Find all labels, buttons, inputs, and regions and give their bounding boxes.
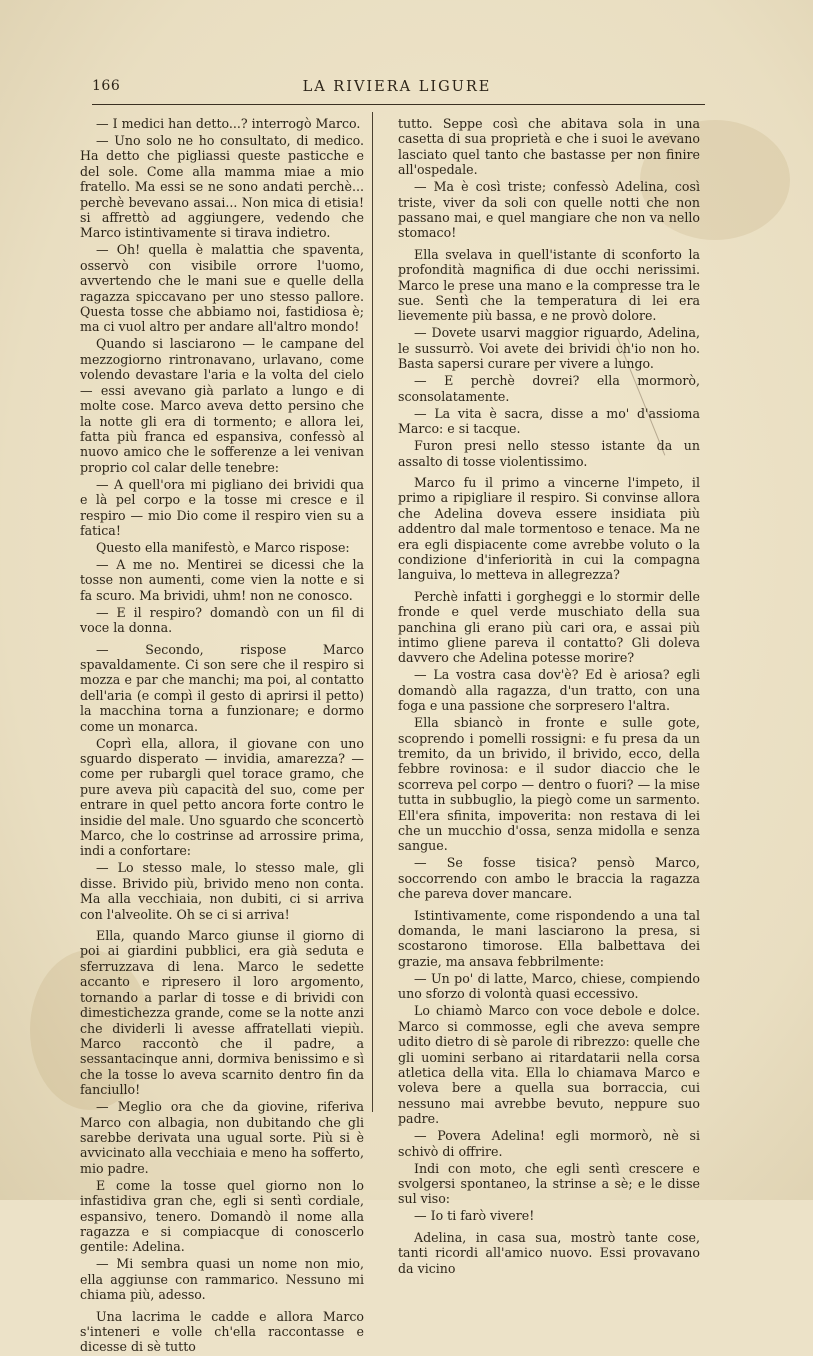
paragraph: Furon presi nello stesso istante da un assalto di tosse violentissimo. [398, 438, 700, 469]
paragraph: — I medici han detto...? interrogò Marco. [96, 116, 361, 131]
paragraph: — La vostra casa dov'è? Ed è ariosa? egli domandò alla ragazza, d'un tratto, con una foga e una passione che sorpresero l'altra. [398, 667, 700, 714]
paragraph: — Povera Adelina! egli mormorò, nè si schivò di offrire. [398, 1128, 700, 1159]
right-column [398, 116, 700, 1278]
paragraph: — Io ti farò vivere! [414, 1208, 535, 1224]
paragraph: — Meglio ora che da giovine, riferiva Marco con albagia, non dubitando che gli sarebbe derivata una ugual sorte. Più si è avvicinato alla vecchiaia e meno ha sofferto, mio padre. [80, 1099, 364, 1176]
paragraph: Una lacrima le cadde e allora Marco s'inteneri e volle ch'ella raccontasse e dicesse di sè tutto [80, 1308, 364, 1355]
left-column [80, 116, 364, 1356]
paragraph: Istintivamente, come rispondendo a una tal domanda, le mani lasciarono la presa, si scostarono timorose. Ella balbettava dei grazie, ma ansava febbrilmente: [398, 907, 700, 969]
paragraph: Ella svelava in quell'istante di sconforto la profondità magnifica di due occhi nerissimi. Marco le prese una mano e la compresse tra le sue. Sentì che la temperatura di lei era lievemente più bassa, e ne provò dolore. [398, 246, 700, 324]
paragraph: Ella, quando Marco giunse il giorno di poi ai giardini pubblici, era già seduta e sferruzzava di lena. Marco le sedette accanto e ripresero il loro argomento, tornando a parlar di tosse e di brividi con dimestichezza grande, come se la notte anzi che dividerli li avesse affratellati viepiù. Marco raccontò che il padre, a sessantacinque anni, dormiva benissimo e sì che la tosse lo aveva scarnito dentro fin da fanciullo! [80, 928, 364, 1098]
column-divider [372, 112, 373, 1112]
paragraph: Perchè infatti i gorgheggi e lo stormir delle fronde e quel verde muschiato della sua panchina gli erano più cari ora, e assai più intimo gliene pareva il contatto? Gli doleva davvero che Adelina potesse morire? [398, 588, 700, 666]
paragraph: — Se fosse tisica? pensò Marco, soccorrendo con ambo le braccia la ragazza che pareva dover mancare. [398, 855, 700, 902]
paragraph: — Un po' di latte, Marco, chiese, compiendo uno sforzo di volontà quasi eccessivo. [398, 970, 700, 1002]
paragraph: E come la tosse quel giorno non lo infastidiva gran che, egli si sentì cordiale, espansivo, tenero. Domandò il nome alla ragazza e si compiacque di conoscerlo gentile: Adelina. [80, 1177, 364, 1255]
paragraph: — Ma è così triste; confessò Adelina, così triste, viver da soli con quelle notti che non passano mai, e quel mangiare che non va nello stomaco! [398, 179, 700, 241]
paragraph: Quando si lasciarono — le campane del mezzogiorno rintronavano, urlavano, come volendo devastare l'aria e la volta del cielo — essi avevano già parlato a lungo e di molte cose. Marco aveva detto persino che la notte gli era di tormento; e allora lei, fatta più franca ed espansiva, confessò al nuovo amico che le sofferenze a lei venivan proprio col calar delle tenebre: [80, 336, 364, 475]
paragraph: Indi con moto, che egli sentì crescere e svolgersi spontaneo, la strinse a sè; e le disse sul viso: [398, 1160, 700, 1207]
paragraph: Questo ella manifestò, e Marco rispose: [96, 539, 350, 555]
paragraph: Coprì ella, allora, il giovane con uno sguardo disperato — invidia, amarezza? — come per rubargli quel torace gramo, che pure aveva più capacità del suo, come per entrare in quel petto ancora forte contro le insidie del male. Uno sguardo che sconcertò Marco, che lo costrinse ad arrossire prima, indi a confortare: [80, 735, 364, 859]
paragraph: — E il respiro? domandò con un fil di voce la donna. [80, 604, 364, 636]
page-number: 166 [92, 78, 121, 94]
paragraph: — Mi sembra quasi un nome non mio, ella aggiunse con rammarico. Nessuno mi chiama più, adesso. [80, 1256, 364, 1303]
paragraph: tutto. Seppe così che abitava sola in una casetta di sua proprietà e che i suoi le avevano lasciato quel tanto che bastasse per non finire all'ospedale. [398, 116, 700, 178]
paragraph: — Uno solo ne ho consultato, di medico. Ha detto che pigliassi queste pasticche e del sole. Come alla mamma miae a mio fratello. Ma essi se ne sono andati perchè... perchè bevevano assai... Non mica di etisia! si affrettò ad aggiungere, vedendo che Marco istintivamente si tirava indietro. [80, 133, 364, 241]
header-rule [92, 104, 705, 105]
running-title: LA RIVIERA LIGURE [302, 79, 492, 95]
paragraph: — Lo stesso male, lo stesso male, gli disse. Brivido più, brivido meno non conta. Ma alla vecchiaia, non dubiti, ci si arriva con l'alveolite. Oh se ci si arriva! [80, 860, 364, 922]
paragraph: — A me no. Mentirei se dicessi che la tosse non aumenti, come vien la notte e si fa scuro. Ma brividi, uhm! non ne conosco. [80, 556, 364, 603]
paragraph: — Dovete usarvi maggior riguardo, Adelina, le sussurrò. Voi avete dei brividi ch'io non ho. Basta sapersi curare per vivere a lungo. [398, 325, 700, 372]
paragraph: Adelina, in casa sua, mostrò tante cose, tanti ricordi all'amico nuovo. Essi provavano da vicino [398, 1229, 700, 1276]
paragraph: — E perchè dovrei? ella mormorò, sconsolatamente. [398, 373, 700, 404]
paragraph: — La vita è sacra, disse a mo' d'assioma Marco: e si tacque. [398, 405, 700, 437]
paragraph: Lo chiamò Marco con voce debole e dolce. Marco si commosse, egli che aveva sempre udito dietro di sè parole di ribrezzo: quelle che gli uomini serbano ai ritardatarii nella corsa atletica della vita. Ella lo chiamava Marco e voleva bere a quella sua borraccia, cui nessuno mai avrebbe bevuto, neppure suo padre. [398, 1003, 700, 1127]
paragraph: Ella sbiancò in fronte e sulle gote, scoprendo i pomelli rossigni: e fu presa da un tremito, da un brivido, il brivido, ecco, della febbre rovinosa: e il sudor diaccio che le scorreva pel corpo — dentro o fuori? — la mise tutta in subbuglio, la piegò come un sarmento. Ell'era sfinita, impoverita: non restava di lei che un mucchio d'ossa, senza midolla e senza sangue. [398, 715, 700, 854]
paragraph: — A quell'ora mi pigliano dei brividi qua e là pel corpo e la tosse mi cresce e il respiro — mio Dio come il respiro vien su a fatica! [80, 476, 364, 538]
page-header [92, 78, 702, 100]
paragraph: — Secondo, rispose Marco spavaldamente. Ci son sere che il respiro si mozza e par che manchi; ma poi, al contatto dell'aria (e compì il gesto di aprirsi il petto) la macchina torna a funzionare; e dormo come un monarca. [80, 641, 364, 734]
paragraph: — Oh! quella è malattia che spaventa, osservò con visibile orrore l'uomo, avvertendo che le mani sue e quelle della ragazza spiccavano per uno stesso pallore. Questa tosse che abbiamo noi, fastidiosa è; ma ci vuol altro per andare all'altro mondo! [80, 242, 364, 335]
paragraph: Marco fu il primo a vincerne l'impeto, il primo a ripigliare il respiro. Si convinse allora che Adelina doveva essere insidiata più addentro dal male tormentoso e tenace. Ma ne era egli dispiacente come avrebbe voluto o la condizione d'inferiorità in cui la compagna languiva, lo metteva in allegrezza? [398, 474, 700, 583]
